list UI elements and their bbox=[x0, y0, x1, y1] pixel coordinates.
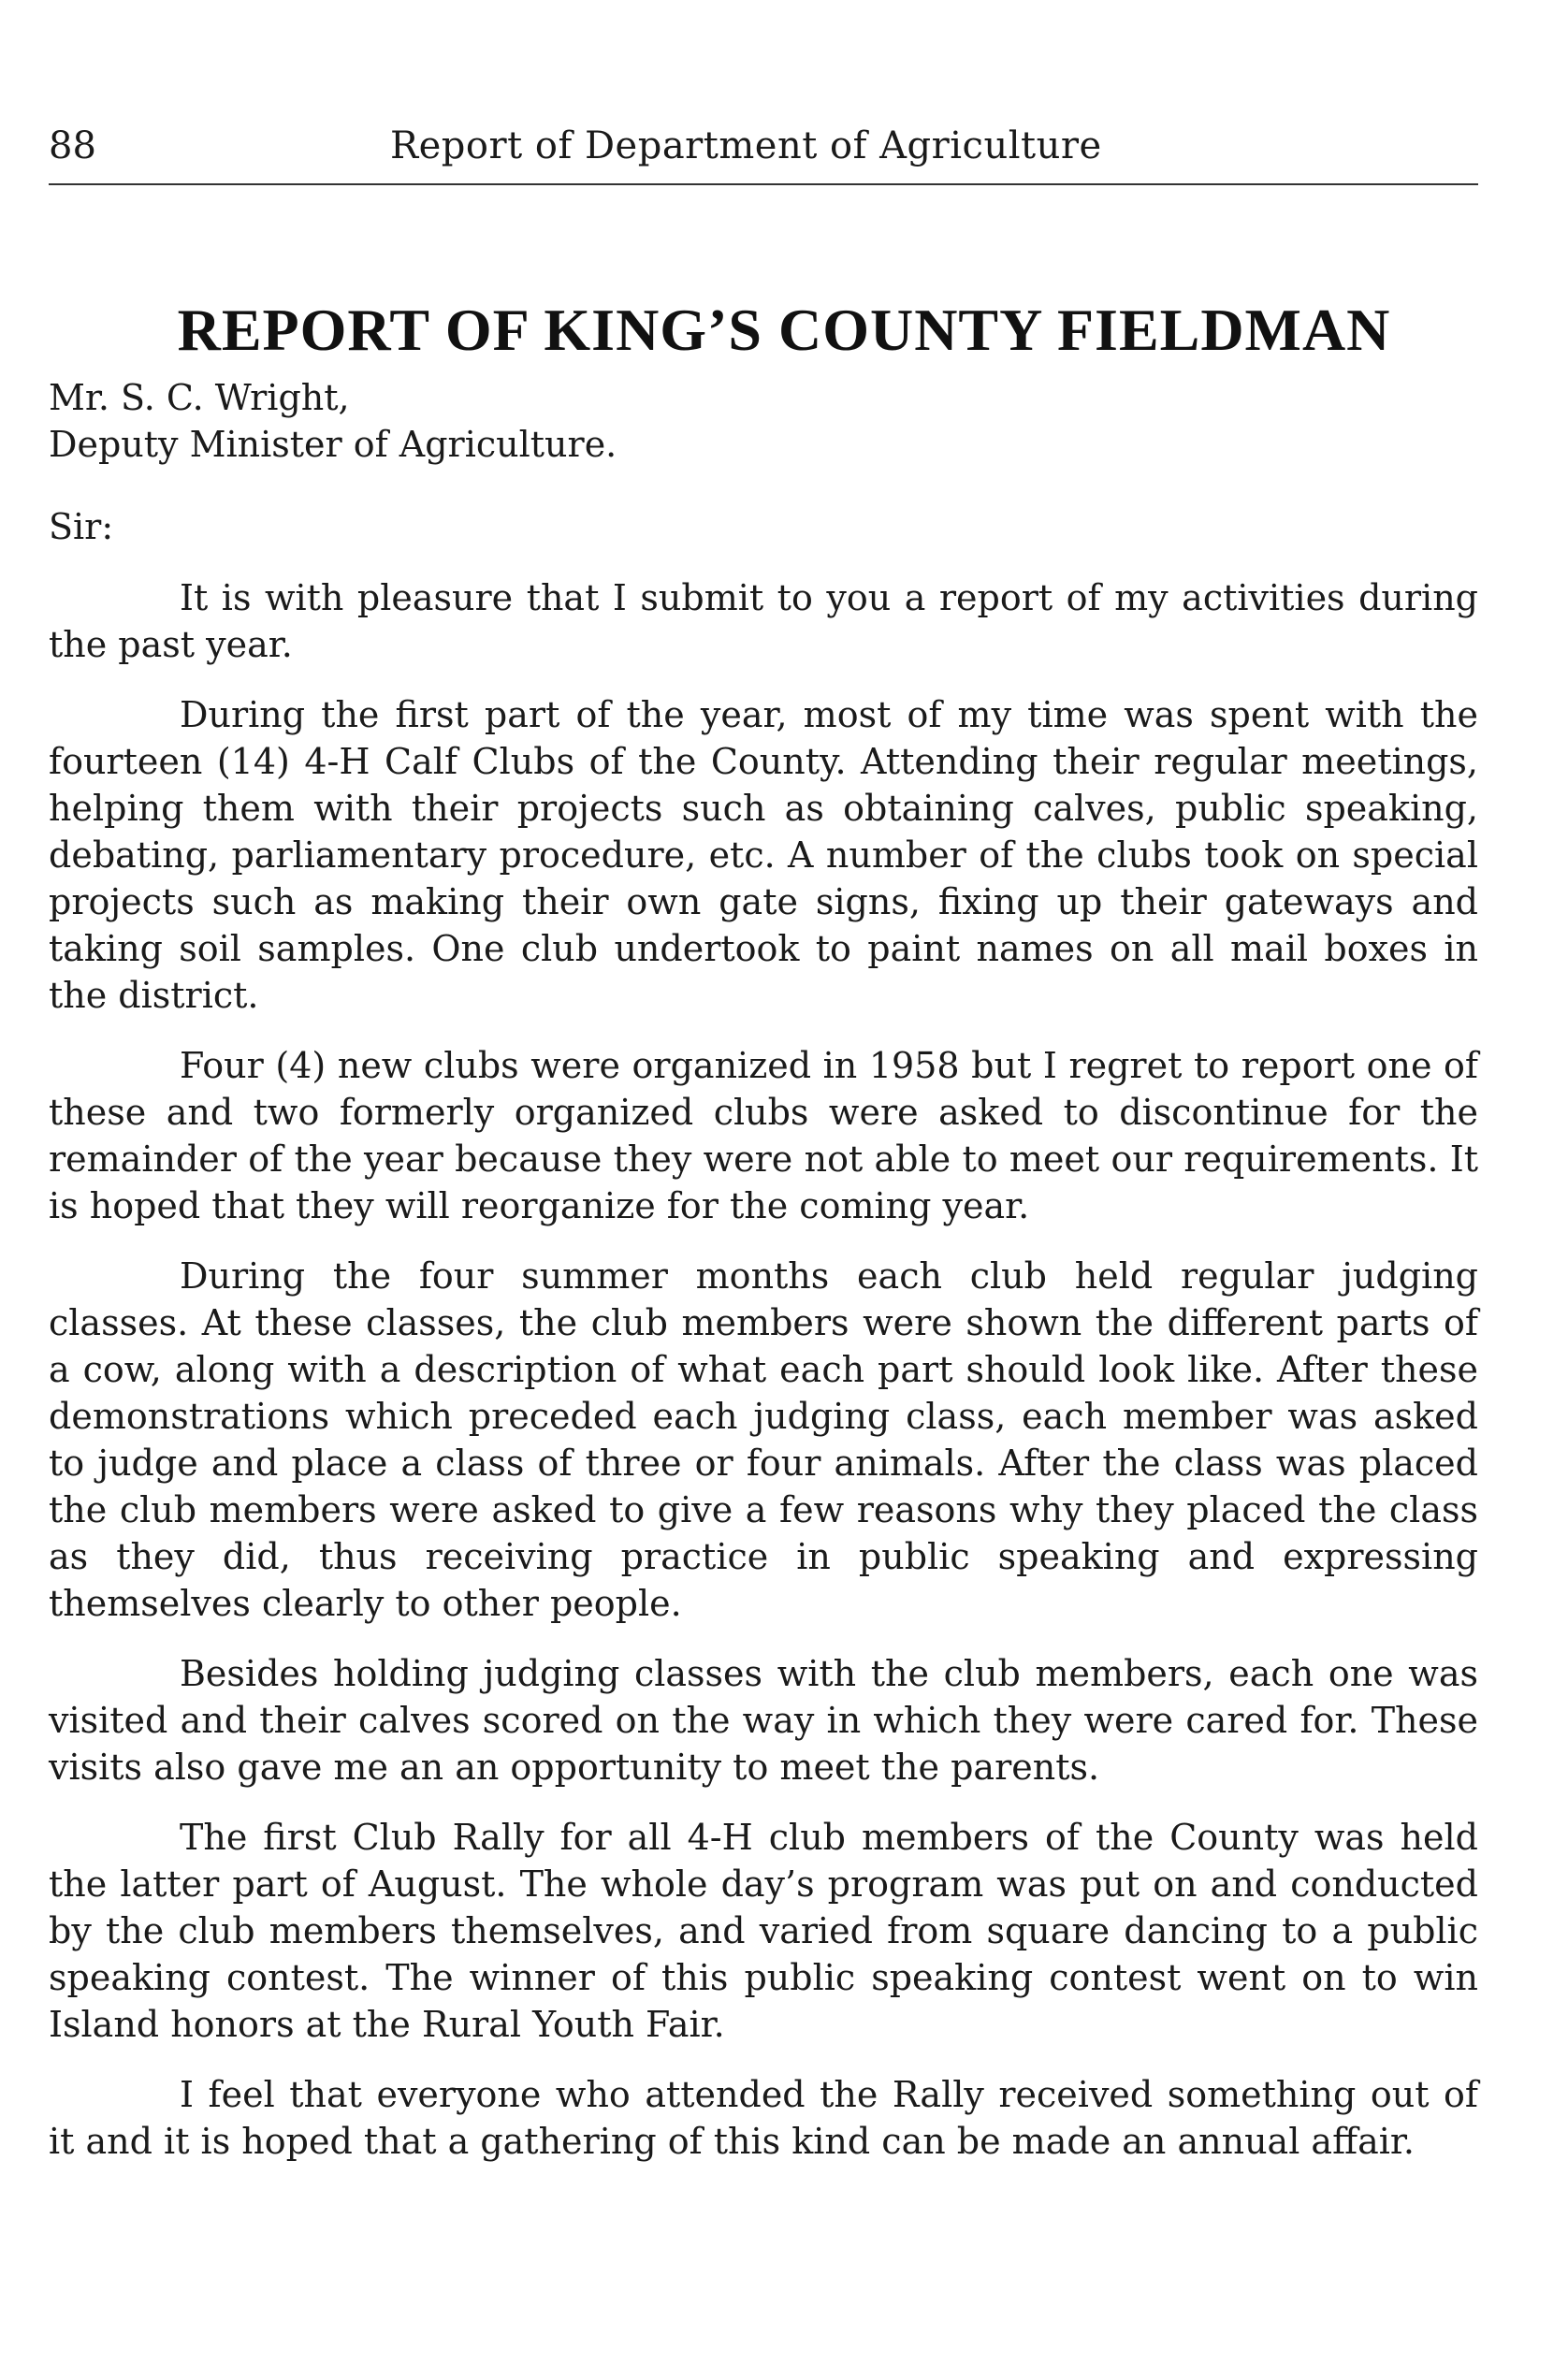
report-body bbox=[49, 574, 1478, 2188]
paragraph: Four (4) new clubs were organized in 1958 but I regret to report one of these and two formerly organized clubs were asked to discontinue for the remainder of the year because they were not able to meet our requirements. It is hoped that they will reorganize for the coming year. bbox=[49, 1045, 1478, 1226]
addressee-block bbox=[49, 374, 617, 468]
running-header-title: Report of Department of Agriculture bbox=[390, 124, 1102, 167]
addressee-name: Mr. S. C. Wright, bbox=[49, 377, 350, 418]
page-number: 88 bbox=[49, 124, 96, 167]
running-header bbox=[49, 118, 1478, 174]
paragraph: The first Club Rally for all 4-H club members of the County was held the latter part of August. The whole day’s program was put on and conducted by the club members themselves, and varied from square dancing to a public speaking contest. The winner of this public speaking contest went on to win Island honors at the Rural Youth Fair. bbox=[49, 1817, 1478, 2045]
paragraph: Besides holding judging classes with the club members, each one was visited and their calves scored on the way in which they were cared for. These visits also gave me an an opportunity to meet the parents. bbox=[49, 1653, 1478, 1788]
paragraph: It is with pleasure that I submit to you a report of my activities during the past year. bbox=[49, 577, 1478, 665]
paragraph: During the four summer months each club held regular judging classes. At these classes, the club members were shown the different parts of a cow, along with a description of what each part should look like. After these demonstrations which preceded each judging class, each member was asked to judge and place a class of three or four animals. After the class was placed the club members were asked to give a few reasons why they placed the class as they did, thus receiving practice in public speaking and expressing themselves clearly to other people. bbox=[49, 1255, 1478, 1624]
addressee-position: Deputy Minister of Agriculture. bbox=[49, 424, 617, 465]
report-title: REPORT OF KING’S COUNTY FIELDMAN bbox=[177, 296, 1391, 363]
paragraph: During the first part of the year, most of my time was spent with the fourteen (14) 4-H Calf Clubs of the County. Attending their regular meetings, helping them with their projects such as obtaining calves, public speaking, debating, parliamentary procedure, etc. A number of the clubs took on special projects such as making their own gate signs, fixing up their gateways and taking soil samples. One club undertook to paint names on all mail boxes in the district. bbox=[49, 694, 1478, 1016]
paragraph: I feel that everyone who attended the Rally received something out of it and it is hoped that a gathering of this kind can be made an annual affair. bbox=[49, 2074, 1478, 2162]
header-rule bbox=[49, 183, 1478, 185]
greeting: Sir: bbox=[49, 506, 114, 547]
